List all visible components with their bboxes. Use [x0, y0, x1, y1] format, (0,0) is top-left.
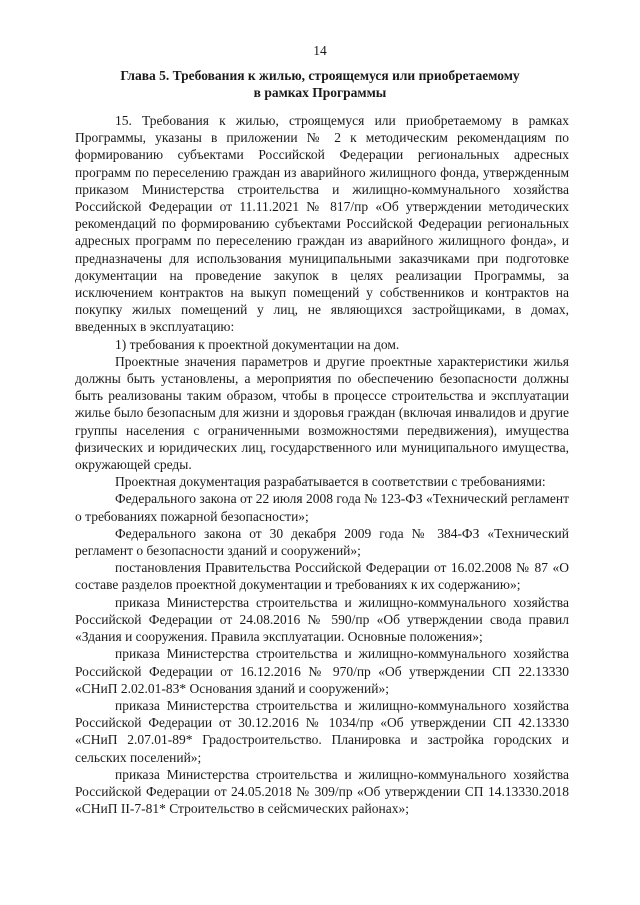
paragraph-order-309: приказа Министерства строительства и жилищно-коммунального хозяйства Российской Федерации от 24.05.2018 № 309/пр «Об утверждении СП 14.13330.2018 «СНиП II-7-81* Строительство в сейсмических районах»;: [75, 766, 569, 817]
document-body: [75, 112, 569, 817]
paragraph-law-384-fz: Федерального закона от 30 декабря 2009 года № 384-ФЗ «Технический регламент о безопасности зданий и сооружений»;: [75, 525, 569, 559]
paragraph-docs-basis: Проектная документация разрабатывается в соответствии с требованиями:: [115, 474, 546, 490]
chapter-title: [100, 67, 540, 101]
page-number: 14: [313, 43, 327, 58]
paragraph-project-docs-heading: 1) требования к проектной документации на дом.: [115, 336, 400, 352]
paragraph-order-590: приказа Министерства строительства и жилищно-коммунального хозяйства Российской Федерации от 24.08.2016 № 590/пр «Об утверждении свода правил «Здания и сооружения. Правила эксплуатации. Основные положения»;: [75, 594, 569, 645]
paragraph-safety-requirements: Проектные значения параметров и другие проектные характеристики жилья должны быть установлены, а мероприятия по обеспечению безопасности должны быть реализованы таким образом, чтобы в процессе строительства и эксплуатации жилье было безопасным для жизни и здоровья граждан (включая инвалидов и другие группы населения с ограниченными возможностями передвижения), имущества физических и юридических лиц, государственного или муниципального имущества, окружающей среды.: [75, 353, 569, 473]
chapter-title-line-1: Глава 5. Требования к жилью, строящемуся или приобретаемому: [120, 68, 520, 83]
paragraph-order-1034: приказа Министерства строительства и жилищно-коммунального хозяйства Российской Федерации от 30.12.2016 № 1034/пр «Об утверждении СП 42.13330 «СНиП 2.07.01-89* Градостроительство. Планировка и застройка городских и сельских поселений»;: [75, 697, 569, 765]
chapter-title-line-2: в рамках Программы: [253, 85, 387, 100]
paragraph-order-970: приказа Министерства строительства и жилищно-коммунального хозяйства Российской Федерации от 16.12.2016 № 970/пр «Об утверждении СП 22.13330 «СНиП 2.02.01-83* Основания зданий и сооружений»;: [75, 646, 569, 696]
paragraph-decree-87: постановления Правительства Российской Федерации от 16.02.2008 № 87 «О составе разделов проектной документации и требованиях к их содержанию»;: [75, 560, 569, 593]
paragraph-law-123-fz: Федерального закона от 22 июля 2008 года № 123-ФЗ «Технический регламент о требованиях пожарной безопасности»;: [75, 491, 569, 524]
paragraph-requirements-intro: 15. Требования к жилью, строящемуся или приобретаемому в рамках Программы, указаны в приложении № 2 к методическим рекомендациям по формированию субъектами Российской Федерации региональных адресных программ по переселению граждан из аварийного жилищного фонда, утвержденным приказом Министерства строительства и жилищно-коммунального хозяйства Российской Федерации от 11.11.2021 № 817/пр «Об утверждении методических рекомендаций по формированию субъектами Российской Федерации региональных адресных программ по переселению граждан из аварийного жилищного фонда», и предназначены для использования муниципальными заказчиками при подготовке документации на проведение закупок в целях реализации Программы, за исключением контрактов на выкуп помещений у собственников и контрактов на покупку жилых помещений у лиц, не являющихся застройщиками, в домах, введенных в эксплуатацию:: [75, 113, 569, 335]
